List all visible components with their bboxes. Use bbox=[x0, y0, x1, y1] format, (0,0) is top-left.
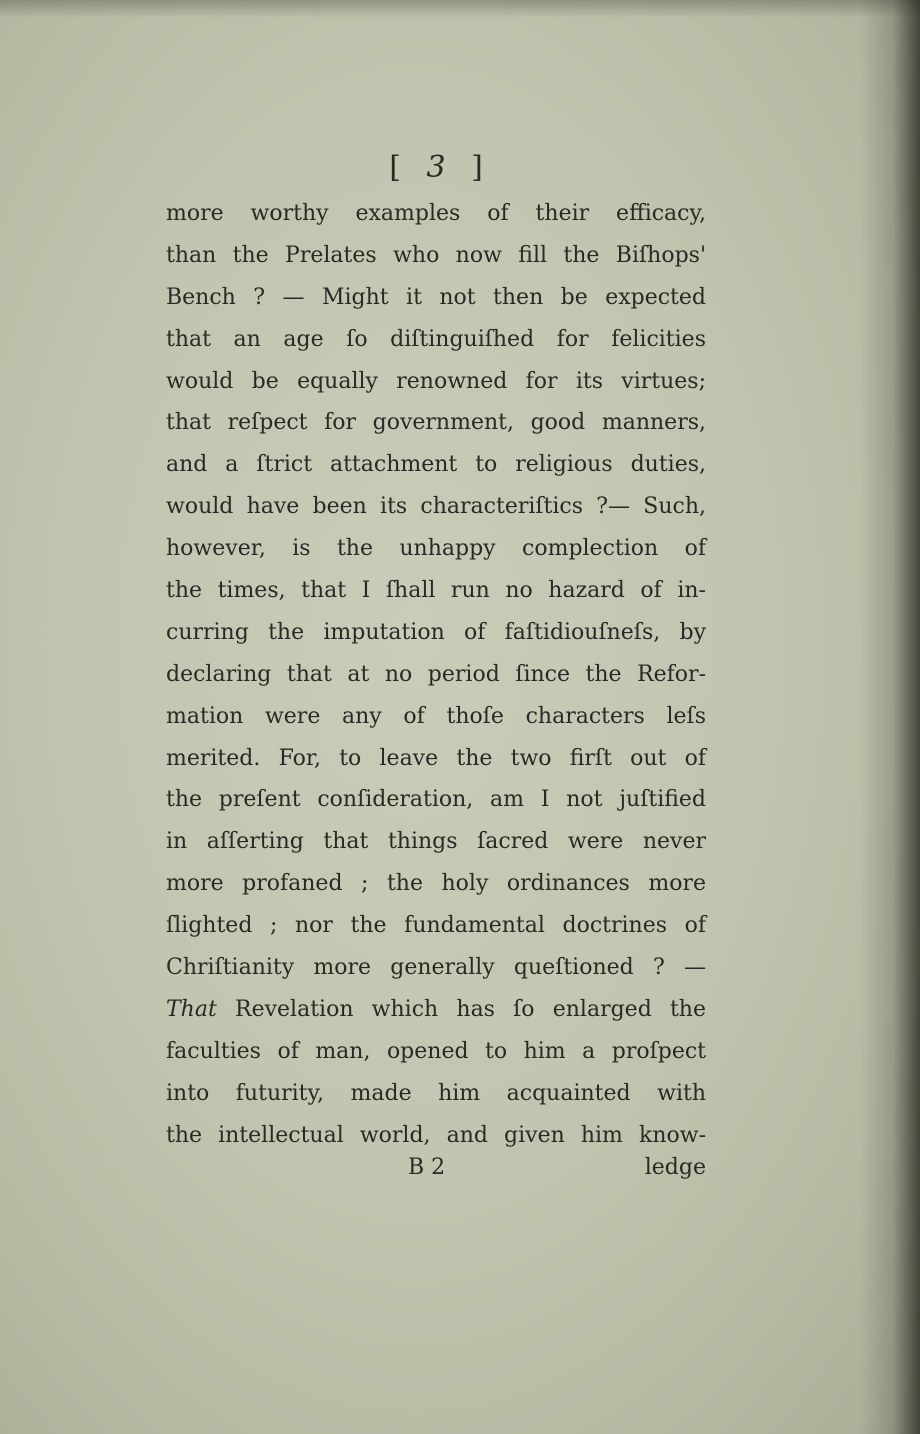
text-line: and a ſtrict attachment to religious duties, bbox=[166, 452, 706, 478]
catchword: ledge bbox=[644, 1155, 706, 1180]
page-footer bbox=[166, 1155, 706, 1197]
text-line: Bench ? — Might it not then be expected bbox=[166, 284, 706, 310]
text-line: merited. For, to leave the two firſt out of bbox=[166, 745, 706, 771]
text-line: mation were any of thoſe characters leſs bbox=[166, 703, 706, 729]
text-line: curring the imputation of faſtidiouſneſs, by bbox=[166, 619, 706, 645]
text-line: declaring that at no period ſince the Refor- bbox=[166, 661, 706, 687]
text-line: in aſſerting that things ſacred were never bbox=[166, 829, 706, 855]
text-line: more profaned ; the holy ordinances more bbox=[166, 871, 706, 897]
top-edge-shadow bbox=[0, 0, 920, 18]
text-line-with-italic-lead bbox=[166, 989, 706, 1031]
text-line: the intellectual world, and given him know- bbox=[166, 1122, 706, 1148]
page-number-close-bracket: ] bbox=[471, 150, 491, 185]
text-line-rest: Revelation which has ſo enlarged the bbox=[235, 996, 706, 1022]
text-line: the preſent conſideration, am I not juſtified bbox=[166, 787, 706, 813]
text-line: than the Prelates who now fill the Biſhops' bbox=[166, 242, 706, 268]
body-text bbox=[166, 193, 706, 1156]
page-number-open-bracket: [ bbox=[389, 150, 409, 185]
text-line: the times, that I ſhall run no hazard of in- bbox=[166, 578, 706, 604]
text-line: into futurity, made him acquainted with bbox=[166, 1080, 706, 1106]
text-line: would have been its characteriſtics ?— Such, bbox=[166, 494, 706, 520]
italic-lead-word: That bbox=[166, 996, 217, 1022]
text-line: Chriſtianity more generally queſtioned ? — bbox=[166, 955, 706, 981]
text-line: would be equally renowned for its virtues; bbox=[166, 368, 706, 394]
page-number-value: 3 bbox=[426, 150, 454, 185]
text-line: more worthy examples of their efficacy, bbox=[166, 201, 706, 226]
right-edge-shadow bbox=[860, 0, 920, 1434]
text-line: faculties of man, opened to him a proſpect bbox=[166, 1038, 706, 1064]
text-line: ſlighted ; nor the fundamental doctrines of bbox=[166, 913, 706, 939]
text-line: that an age ſo diſtinguiſhed for felicities bbox=[166, 326, 706, 352]
text-line: that reſpect for government, good manners, bbox=[166, 410, 706, 436]
text-line: however, is the unhappy complection of bbox=[166, 536, 706, 562]
page-number bbox=[0, 150, 880, 185]
signature-mark: B 2 bbox=[408, 1155, 446, 1180]
